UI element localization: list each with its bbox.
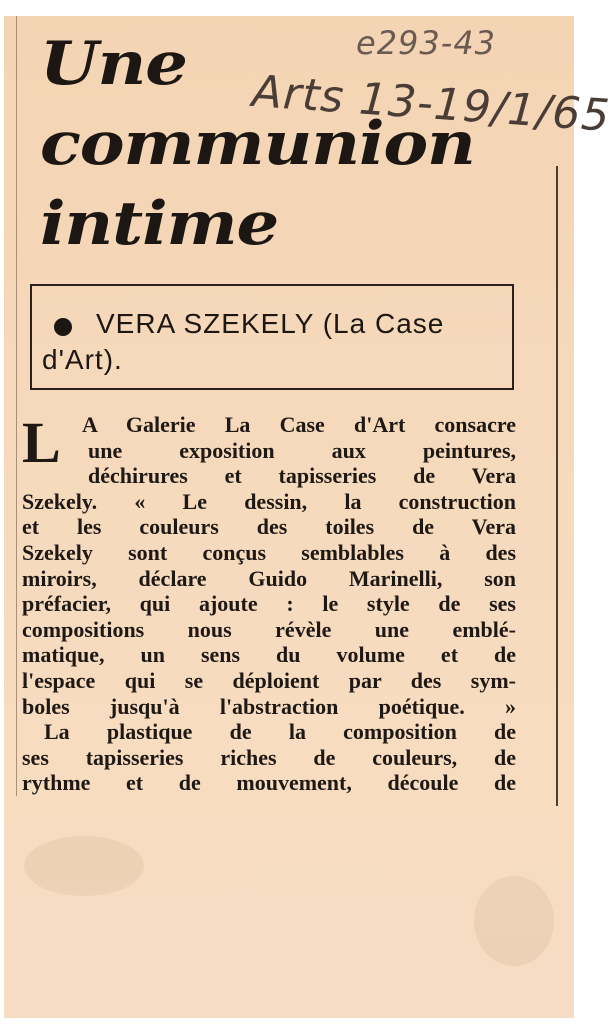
article-line: compositions nous révèle une emblé- [22,616,516,642]
article-line: La plastique de la composition de [44,719,516,745]
newspaper-clipping [4,16,612,1018]
article-line: matique, un sens du volume et de [22,642,516,668]
article-line: A Galerie La Case d'Art consacre [82,412,516,437]
column-rule-left [16,16,17,796]
article-line: rythme et de mouvement, découle de [22,770,516,796]
article-line: Szekely. « Le dessin, la construction [22,488,516,514]
article-line: l'espace qui se déploient par des sym- [22,667,516,693]
article-line: miroirs, déclare Guido Marinelli, son [22,565,516,591]
headline-line: Une [40,29,187,99]
handwritten-reference: e293-43 [356,24,497,62]
article-line: préfacier, qui ajoute : le style de ses [22,591,516,617]
caption-line: VERA SZEKELY (La Case [96,308,445,339]
article-body [22,412,516,796]
caption-text [42,306,508,378]
article-line: Szekely sont conçus semblables à des [22,539,516,565]
paper-stain [474,876,554,966]
article-line: ses tapisseries riches de couleurs, de [22,744,516,770]
column-rule-right [556,166,558,806]
bullet-dot-icon [54,318,72,336]
headline-line: intime [40,189,279,259]
headline-line: communion [40,109,475,179]
article-line: et les couleurs des toiles de Vera [22,514,516,540]
article-line: boles jusqu'à l'abstraction poétique. » [22,693,516,719]
caption-box [30,284,514,390]
handwritten-source-date: Arts 13-19/1/65 [250,66,612,142]
paper-stain [24,836,144,896]
article-line: une exposition aux peintures, [88,437,516,463]
article-line: déchirures et tapisseries de Vera [88,463,516,489]
caption-line: d'Art). [42,344,123,375]
drop-cap: L [22,410,61,475]
